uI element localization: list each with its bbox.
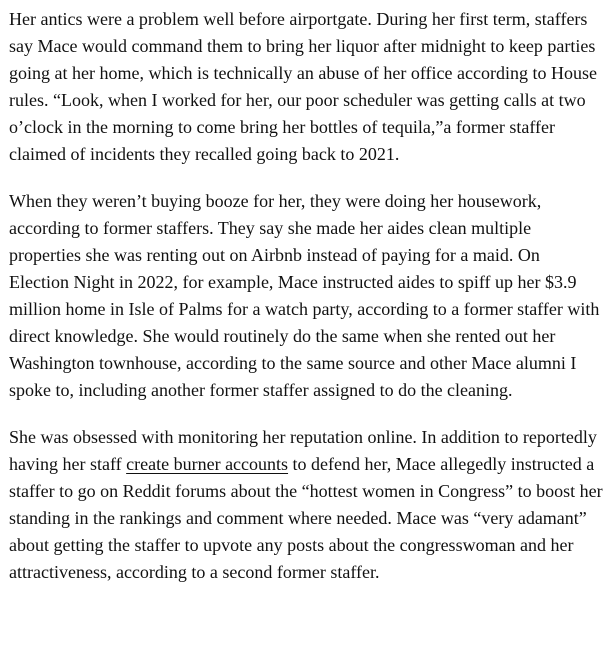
paragraph-reputation (9, 424, 603, 586)
article-body (9, 6, 603, 586)
paragraph-housework: When they weren’t buying booze for her, they were doing her housework, according to former staffers. They say she made her aides clean multiple properties she was renting out on Airbnb instead of paying for a maid. On Election Night in 2022, for example, Mace instructed aides to spiff up her $3.9 million home in Isle of Palms for a watch party, according to a former staffer with direct knowledge. She would routinely do the same when she rented out her Washington townhouse, according to the same source and other Mace alumni I spoke to, including another former staffer assigned to do the cleaning. (9, 191, 600, 400)
paragraph-reputation-text-before: She was obsessed with monitoring her reputation online. In addition to reportedly having her staff (9, 427, 597, 474)
paragraph-reputation-text-after: to defend her, Mace allegedly instructed a staffer to go on Reddit forums about the “hottest women in Congress” to boost her standing in the rankings and comment where needed. Mace was “very adamant” about getting the staffer to upvote any posts about the congresswoman and her attractiveness, according to a second former staffer. (9, 454, 603, 582)
paragraph-airportgate: Her antics were a problem well before airportgate. During her first term, staffers say Mace would command them to bring her liquor after midnight to keep parties going at her home, which is technically an abuse of her office according to House rules. “Look, when I worked for her, our poor scheduler was getting calls at two o’clock in the morning to come bring her bottles of tequila,”a former staffer claimed of incidents they recalled going back to 2021. (9, 9, 597, 164)
create-burner-accounts-link[interactable]: create burner accounts (126, 454, 289, 474)
